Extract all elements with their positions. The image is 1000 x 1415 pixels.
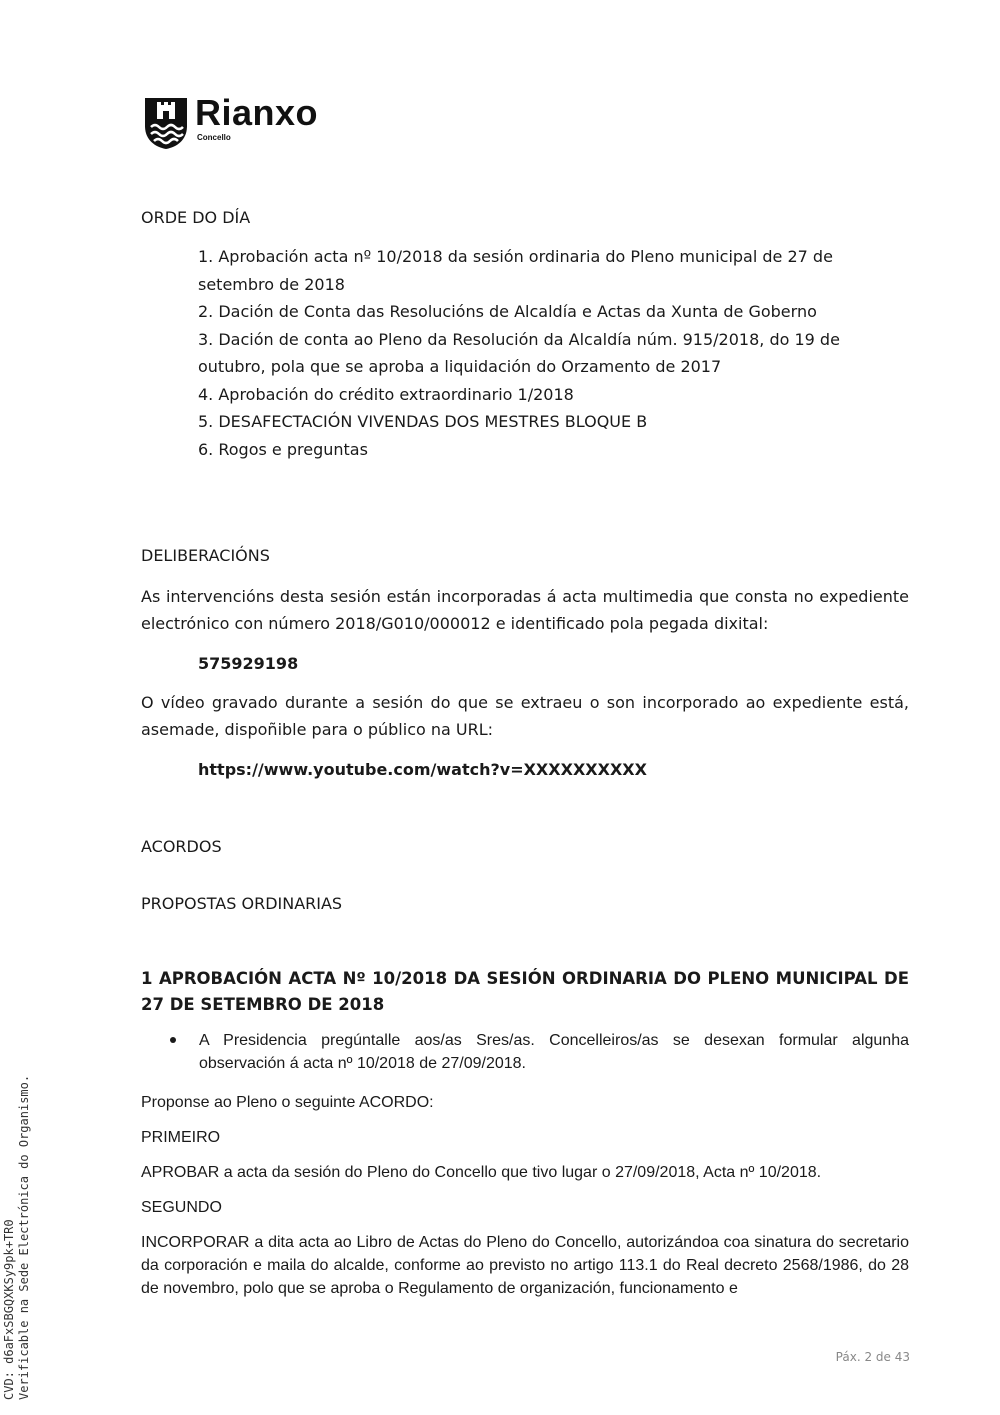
agenda-list [198, 243, 908, 463]
label-primeiro: PRIMEIRO [141, 1129, 221, 1146]
agenda-item: 1. Aprobación acta nº 10/2018 da sesión ordinaria do Pleno municipal de 27 de setembro de 2018 [198, 247, 833, 294]
section-subtitle-propostas: PROPOSTAS ORDINARIAS [141, 894, 343, 913]
fingerprint-hash: 575929198 [198, 654, 299, 673]
verification-note: Verificable na Sede Electrónica do Organismo. [17, 1074, 31, 1400]
proposal-intro: Proponse ao Pleno o seguinte ACORDO: [141, 1094, 434, 1111]
agenda-item: 2. Dación de Conta das Resolucións de Alcaldía e Actas da Xunta de Goberno [198, 302, 817, 321]
agenda-item: 3. Dación de conta ao Pleno da Resolución da Alcaldía núm. 915/2018, do 19 de outubro, pola que se aproba a liquidación do Orzamento de 2017 [198, 329, 840, 376]
agenda-item: 5. DESAFECTACIÓN VIVENDAS DOS MESTRES BLOQUE B [198, 412, 648, 431]
shield-icon [143, 96, 189, 150]
segundo-text: INCORPORAR a dita acta ao Libro de Actas do Pleno do Concello, autorizándoa coa sinatura do secretario da corporación e maila do alcalde, conforme ao previsto no artigo 113.1 do Real decreto 2568/1986, do 28 de novembro, polo que se aproba o Regulamento de organización, funcionamento e [141, 1234, 909, 1297]
section-title-acordos: ACORDOS [141, 837, 222, 856]
item-heading: 1 APROBACIÓN ACTA Nº 10/2018 DA SESIÓN ORDINARIA DO PLENO MUNICIPAL DE 27 DE SETEMBRO DE 2018 [141, 969, 909, 1014]
video-url-link[interactable]: https://www.youtube.com/watch?v=XXXXXXXXXX [198, 760, 647, 779]
section-title-deliberacions: DELIBERACIÓNS [141, 546, 270, 565]
primeiro-text: APROBAR a acta da sesión do Pleno do Concello que tivo lugar o 27/09/2018, Acta nº 10/2018. [141, 1164, 822, 1181]
bullet-text: A Presidencia pregúntalle aos/as Sres/as. Concelleiros/as se desexan formular algunha observación á acta nº 10/2018 de 27/09/2018. [199, 1032, 909, 1072]
label-segundo: SEGUNDO [141, 1199, 222, 1216]
logo-subtitle: Concello [197, 133, 231, 142]
video-paragraph: O vídeo gravado durante a sesión do que se extraeu o son incorporado ao expediente está, asemade, dispoñible para o público na URL: [141, 693, 909, 739]
agenda-item: 6. Rogos e preguntas [198, 439, 368, 459]
verification-strip [2, 1075, 32, 1400]
agenda-item: 4. Aprobación do crédito extraordinario 1/2018 [198, 384, 574, 404]
page-number: Páx. 2 de 43 [835, 1350, 910, 1364]
deliberacions-paragraph: As intervencións desta sesión están incorporadas á acta multimedia que consta no expediente electrónico con número 2018/G010/000012 e identificado pola pegada dixital: [141, 587, 909, 633]
logo-name: Rianxo [195, 92, 319, 133]
section-title-orde-do-dia: ORDE DO DÍA [141, 208, 251, 227]
cvd-code: CVD: d6aFxSBGQXKSy9pk+TR0 [2, 1219, 16, 1400]
bullet-icon [170, 1037, 176, 1043]
